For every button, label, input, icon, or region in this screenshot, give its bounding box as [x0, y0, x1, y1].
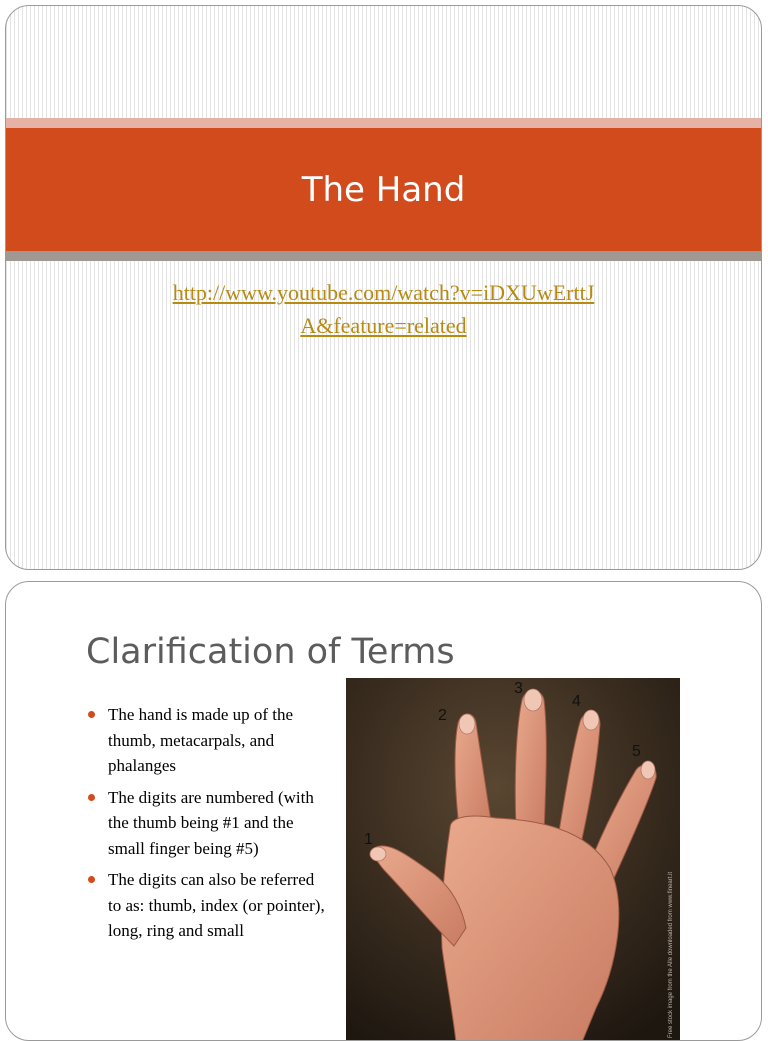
slide-title: The Hand — [301, 169, 466, 210]
youtube-link[interactable] — [66, 276, 701, 342]
bullet-dot-icon — [88, 876, 95, 883]
bullet-text: The digits can also be referred to as: thumb, index (or pointer), long, ring and small — [108, 870, 325, 940]
digit-label-1: 1 — [364, 831, 373, 848]
link-line-1[interactable]: http://www.youtube.com/watch?v=iDXUwErttJ — [172, 280, 595, 305]
bullet-text: The hand is made up of the thumb, metacarpals, and phalanges — [108, 705, 294, 775]
clarification-slide — [5, 581, 762, 1041]
bullet-item — [88, 867, 328, 944]
link-line-2[interactable]: A&feature=related — [300, 313, 467, 338]
bullet-dot-icon — [88, 794, 95, 801]
digit-label-3: 3 — [514, 680, 523, 697]
digit-label-2: 2 — [438, 707, 447, 724]
digit-label-5: 5 — [632, 743, 641, 760]
hand-photo — [346, 678, 680, 1041]
hand-illustration — [346, 678, 680, 1041]
bullet-item — [88, 702, 328, 779]
title-band — [6, 128, 761, 251]
title-slide — [5, 5, 762, 570]
slide-heading: Clarification of Terms — [86, 632, 455, 672]
accent-band-top — [6, 118, 761, 128]
photo-credit: Free stock image from the Alle downloaded from www.fineart.it — [668, 871, 674, 1038]
digit-label-4: 4 — [572, 693, 581, 710]
accent-band-bottom — [6, 251, 761, 261]
bullet-text: The digits are numbered (with the thumb being #1 and the small finger being #5) — [108, 787, 314, 858]
bullet-item — [88, 785, 328, 862]
bullet-dot-icon — [88, 711, 95, 718]
bullet-list — [88, 702, 328, 950]
